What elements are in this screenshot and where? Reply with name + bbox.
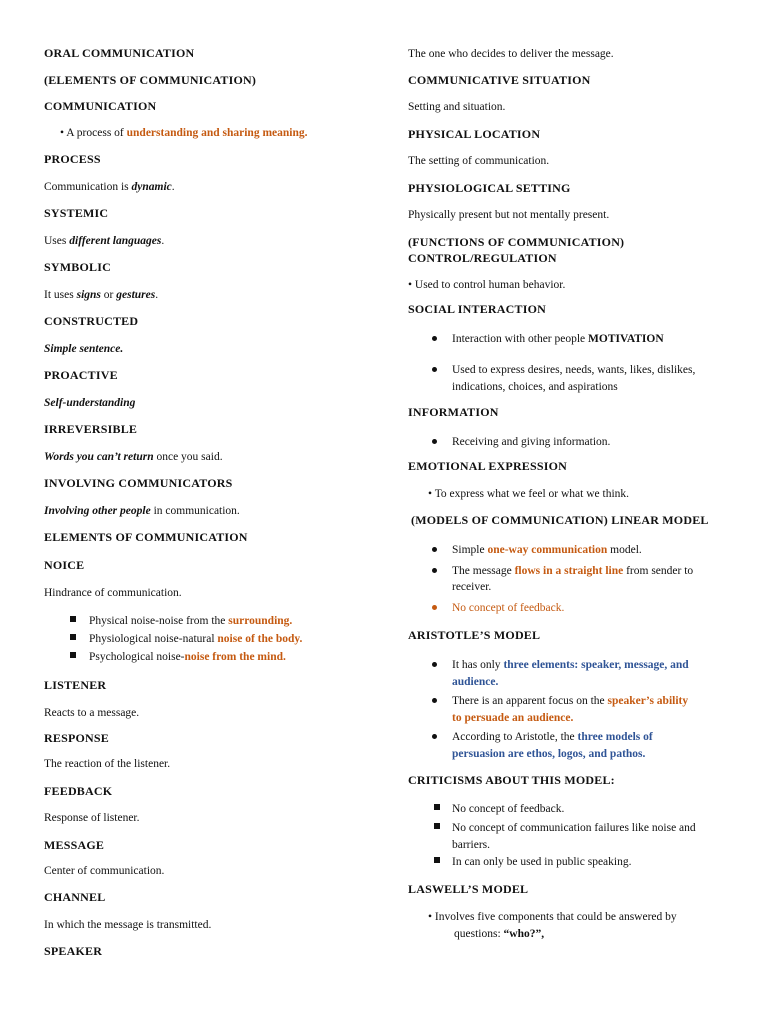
- highlight-text: speaker’s ability: [607, 695, 689, 707]
- emphasis-text: Words you can’t return: [44, 451, 154, 463]
- heading-constructed: CONSTRUCTED: [44, 314, 139, 328]
- text-span: Physiological noise-natural: [89, 633, 218, 645]
- text-span: There is an apparent focus on the: [452, 695, 608, 707]
- bullet-dot-icon: [432, 547, 437, 552]
- text-span: from sender to: [623, 565, 694, 577]
- heading-information: INFORMATION: [408, 405, 499, 419]
- process-text: [44, 180, 175, 194]
- heading-proactive: PROACTIVE: [44, 368, 118, 382]
- text-span: Communication is: [44, 181, 132, 193]
- strong-text: “who?”,: [503, 928, 545, 940]
- text-span: Psychological noise-: [89, 651, 185, 663]
- heading-feedback: FEEDBACK: [44, 784, 113, 798]
- noise-item-physiological: [89, 632, 302, 646]
- square-bullet-icon: [70, 616, 76, 622]
- linear-item-no-feedback: No concept of feedback.: [452, 602, 565, 614]
- criticism-item-failures: No concept of communication failures like noise and: [452, 822, 696, 834]
- square-bullet-icon: [434, 804, 440, 810]
- text-span: • A process of: [60, 127, 127, 139]
- social-item-express-line-1: Used to express desires, needs, wants, likes, dislikes,: [452, 364, 696, 376]
- heading-listener: LISTENER: [44, 678, 107, 692]
- emphasis-text: signs: [76, 289, 101, 301]
- heading-message: MESSAGE: [44, 838, 105, 852]
- social-item-interaction: [452, 332, 664, 346]
- response-text: The reaction of the listener.: [44, 758, 171, 770]
- heading-irreversible: IRREVERSIBLE: [44, 422, 138, 436]
- laswell-text-line-2: [454, 927, 544, 941]
- heading-criticisms: CRITICISMS ABOUT THIS MODEL:: [408, 773, 615, 787]
- message-text: Center of communication.: [44, 865, 165, 877]
- text-span: Interaction with other people: [452, 333, 589, 345]
- text-span: .: [155, 289, 159, 301]
- heading-elements-of-communication: (ELEMENTS OF COMMUNICATION): [44, 73, 257, 87]
- heading-functions-of-communication: (FUNCTIONS OF COMMUNICATION): [408, 235, 625, 249]
- linear-item-one-way: [452, 543, 642, 557]
- proactive-text: Self-understanding: [44, 397, 136, 409]
- heading-aristotles-model: ARISTOTLE’S MODEL: [408, 628, 541, 642]
- strong-text: MOTIVATION: [588, 333, 664, 345]
- text-span: Uses: [44, 235, 70, 247]
- heading-physiological-setting: PHYSIOLOGICAL SETTING: [408, 181, 571, 195]
- heading-process: PROCESS: [44, 152, 101, 166]
- bullet-dot-icon: [432, 336, 437, 341]
- criticism-item-failures-cont: barriers.: [452, 839, 490, 851]
- heading-systemic: SYSTEMIC: [44, 206, 109, 220]
- heading-physical-location: PHYSICAL LOCATION: [408, 127, 541, 141]
- information-item: Receiving and giving information.: [452, 436, 611, 448]
- emotional-text: • To express what we feel or what we think.: [428, 488, 630, 500]
- heading-control-regulation: CONTROL/REGULATION: [408, 251, 557, 265]
- heading-involving-communicators: INVOLVING COMMUNICATORS: [44, 476, 233, 490]
- noise-item-physical: [89, 614, 292, 628]
- linear-item-straight-line: [452, 564, 693, 578]
- text-span: or: [100, 289, 117, 301]
- square-bullet-icon: [70, 634, 76, 640]
- bullet-dot-icon: [432, 439, 437, 444]
- heading-social-interaction: SOCIAL INTERACTION: [408, 302, 546, 316]
- heading-oral-communication: ORAL COMMUNICATION: [44, 46, 195, 60]
- aristotle-item-elements-cont: audience.: [452, 676, 499, 688]
- emphasis-text: gestures: [116, 289, 156, 301]
- criticism-item-public-speaking: In can only be used in public speaking.: [452, 856, 632, 868]
- listener-text: Reacts to a message.: [44, 707, 140, 719]
- highlight-text: noise of the body.: [217, 633, 303, 645]
- aristotle-item-focus-cont: to persuade an audience.: [452, 712, 574, 724]
- square-bullet-icon: [434, 823, 440, 829]
- emphasis-text: dynamic: [131, 181, 172, 193]
- text-span: According to Aristotle, the: [452, 731, 578, 743]
- involving-text: [44, 504, 240, 518]
- criticism-item-feedback: No concept of feedback.: [452, 803, 565, 815]
- bullet-dot-icon: [432, 605, 437, 610]
- irreversible-text: [44, 450, 223, 464]
- physical-text: The setting of communication.: [408, 155, 550, 167]
- bullet-dot-icon: [432, 367, 437, 372]
- laswell-text-line-1: • Involves five components that could be answered by: [428, 911, 677, 923]
- highlight-text: flows in a straight line: [514, 565, 624, 577]
- situation-text: Setting and situation.: [408, 101, 506, 113]
- aristotle-item-persuasion-cont: persuasion are ethos, logos, and pathos.: [452, 748, 646, 760]
- feedback-text: Response of listener.: [44, 812, 140, 824]
- aristotle-item-elements: [452, 658, 689, 672]
- heading-emotional-expression: EMOTIONAL EXPRESSION: [408, 459, 568, 473]
- highlight-text: three elements: speaker, message, and: [503, 659, 689, 671]
- text-span: The message: [452, 565, 515, 577]
- highlight-text: understanding and sharing meaning.: [126, 127, 308, 139]
- text-span: .: [171, 181, 175, 193]
- highlight-text: surrounding.: [228, 615, 293, 627]
- heading-elements-of-communication-2: ELEMENTS OF COMMUNICATION: [44, 530, 248, 544]
- heading-response: RESPONSE: [44, 731, 109, 745]
- text-span: once you said.: [153, 451, 223, 463]
- physiological-text: Physically present but not mentally present.: [408, 209, 610, 221]
- communication-bullet: [60, 126, 308, 140]
- heading-communication: COMMUNICATION: [44, 99, 157, 113]
- speaker-text: The one who decides to deliver the message.: [408, 48, 614, 60]
- noice-text: Hindrance of communication.: [44, 587, 182, 599]
- symbolic-text: [44, 288, 158, 302]
- highlight-text: three models of: [577, 731, 653, 743]
- bullet-dot-icon: [432, 662, 437, 667]
- aristotle-item-focus: [452, 694, 688, 708]
- text-span: .: [161, 235, 165, 247]
- bullet-dot-icon: [432, 698, 437, 703]
- text-span: It uses: [44, 289, 77, 301]
- noise-item-psychological: [89, 650, 286, 664]
- constructed-text: Simple sentence.: [44, 343, 124, 355]
- emphasis-text: Involving other people: [44, 505, 151, 517]
- systemic-text: [44, 234, 164, 248]
- square-bullet-icon: [434, 857, 440, 863]
- square-bullet-icon: [70, 652, 76, 658]
- highlight-text: one-way communication: [487, 544, 608, 556]
- text-span: in communication.: [150, 505, 240, 517]
- bullet-dot-icon: [432, 734, 437, 739]
- heading-noice: NOICE: [44, 558, 85, 572]
- heading-communicative-situation: COMMUNICATIVE SITUATION: [408, 73, 591, 87]
- heading-speaker: SPEAKER: [44, 944, 103, 958]
- text-span: Simple: [452, 544, 488, 556]
- heading-channel: CHANNEL: [44, 890, 106, 904]
- text-span: questions:: [454, 928, 504, 940]
- heading-models-linear: (MODELS OF COMMUNICATION) LINEAR MODEL: [411, 513, 709, 527]
- text-span: model.: [607, 544, 642, 556]
- linear-item-straight-line-cont: receiver.: [452, 581, 492, 593]
- text-span: It has only: [452, 659, 504, 671]
- bullet-dot-icon: [432, 568, 437, 573]
- highlight-text: noise from the mind.: [184, 651, 286, 663]
- emphasis-text: different languages: [69, 235, 162, 247]
- control-text: • Used to control human behavior.: [408, 279, 566, 291]
- heading-laswells-model: LASWELL’S MODEL: [408, 882, 529, 896]
- channel-text: In which the message is transmitted.: [44, 919, 212, 931]
- heading-symbolic: SYMBOLIC: [44, 260, 111, 274]
- text-span: Physical noise-noise from the: [89, 615, 229, 627]
- aristotle-item-persuasion: [452, 730, 653, 744]
- social-item-express-line-2: indications, choices, and aspirations: [452, 381, 618, 393]
